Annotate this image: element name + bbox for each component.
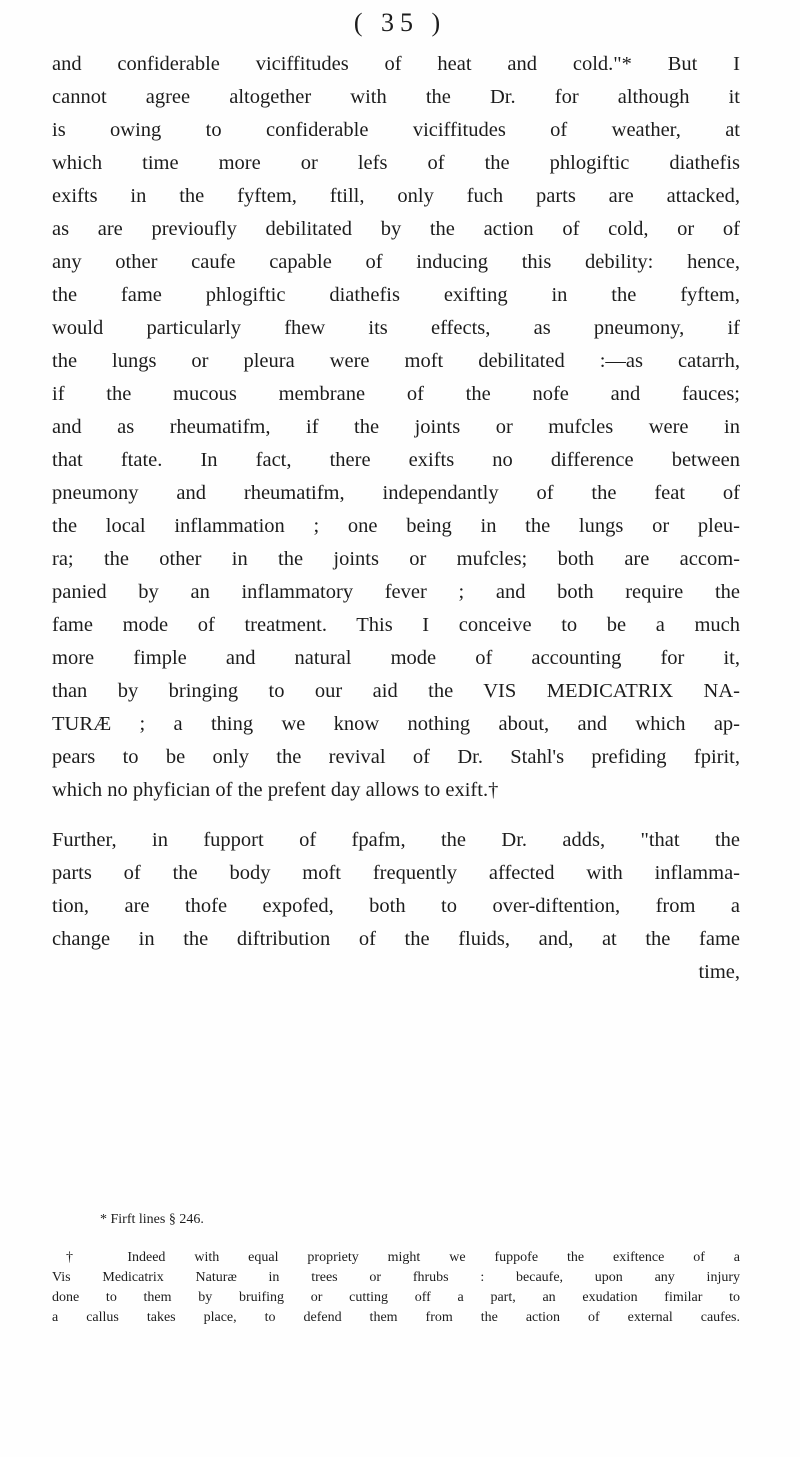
footnote-1: * Firft lines § 246. bbox=[100, 1212, 204, 1227]
text-line: and as rheumatifm, if the joints or mufcles were in bbox=[52, 416, 740, 438]
catchword: time, bbox=[698, 961, 740, 983]
text-line: change in the diftribution of the fluids, and, at the fame bbox=[52, 928, 740, 950]
text-line: more fimple and natural mode of accounting for it, bbox=[52, 647, 740, 669]
text-line: and confiderable viciffitudes of heat and cold."* But I bbox=[52, 53, 740, 75]
text-line: ra; the other in the joints or mufcles; both are accom- bbox=[52, 548, 740, 570]
footnote-2 bbox=[52, 1248, 740, 1328]
text-line: which time more or lefs of the phlogiftic diathefis bbox=[52, 152, 740, 174]
paragraph-1 bbox=[52, 48, 740, 807]
text-line: parts of the body moft frequently affected with inflamma- bbox=[52, 862, 740, 884]
footnotes bbox=[52, 1210, 740, 1328]
text-line: as are previoufly debilitated by the action of cold, or of bbox=[52, 218, 740, 240]
text-line: the fame phlogiftic diathefis exifting in the fyftem, bbox=[52, 284, 740, 306]
text-line: Further, in fupport of fpafm, the Dr. adds, "that the bbox=[52, 829, 740, 851]
text-line: would particularly fhew its effects, as pneumony, if bbox=[52, 317, 740, 339]
text-line: than by bringing to our aid the VIS MEDICATRIX NA- bbox=[52, 680, 740, 702]
text-line: exifts in the fyftem, ftill, only fuch parts are attacked, bbox=[52, 185, 740, 207]
text-line: panied by an inflammatory fever ; and both require the bbox=[52, 581, 740, 603]
text-line: TURÆ ; a thing we know nothing about, and which ap- bbox=[52, 713, 740, 735]
text-line: tion, are thofe expofed, both to over-diftention, from a bbox=[52, 895, 740, 917]
page-number: ( 35 ) bbox=[353, 8, 447, 37]
text-line: which no phyfician of the prefent day allows to exift.† bbox=[52, 779, 499, 801]
paragraph-2 bbox=[52, 824, 740, 989]
text-line: pneumony and rheumatifm, independantly of the feat of bbox=[52, 482, 740, 504]
text-line: cannot agree altogether with the Dr. for although it bbox=[52, 86, 740, 108]
text-line: the local inflammation ; one being in the lungs or pleu- bbox=[52, 515, 740, 537]
footnote-line: done to them by bruifing or cutting off a part, an exudation fimilar to bbox=[52, 1290, 740, 1305]
text-line: if the mucous membrane of the nofe and fauces; bbox=[52, 383, 740, 405]
text-line: is owing to confiderable viciffitudes of weather, at bbox=[52, 119, 740, 141]
text-line: any other caufe capable of inducing this debility: hence, bbox=[52, 251, 740, 273]
text-line: the lungs or pleura were moft debilitated :—as catarrh, bbox=[52, 350, 740, 372]
text-line: that ftate. In fact, there exifts no difference between bbox=[52, 449, 740, 471]
text-line: pears to be only the revival of Dr. Stahl's prefiding fpirit, bbox=[52, 746, 740, 768]
footnote-line: a callus takes place, to defend them from the action of external caufes. bbox=[52, 1310, 740, 1325]
footnote-line: Vis Medicatrix Naturæ in trees or fhrubs : becaufe, upon any injury bbox=[52, 1270, 740, 1285]
text-line: fame mode of treatment. This I conceive to be a much bbox=[52, 614, 740, 636]
main-text bbox=[52, 48, 740, 989]
footnote-line: † Indeed with equal propriety might we fuppofe the exiftence of a bbox=[66, 1250, 740, 1265]
